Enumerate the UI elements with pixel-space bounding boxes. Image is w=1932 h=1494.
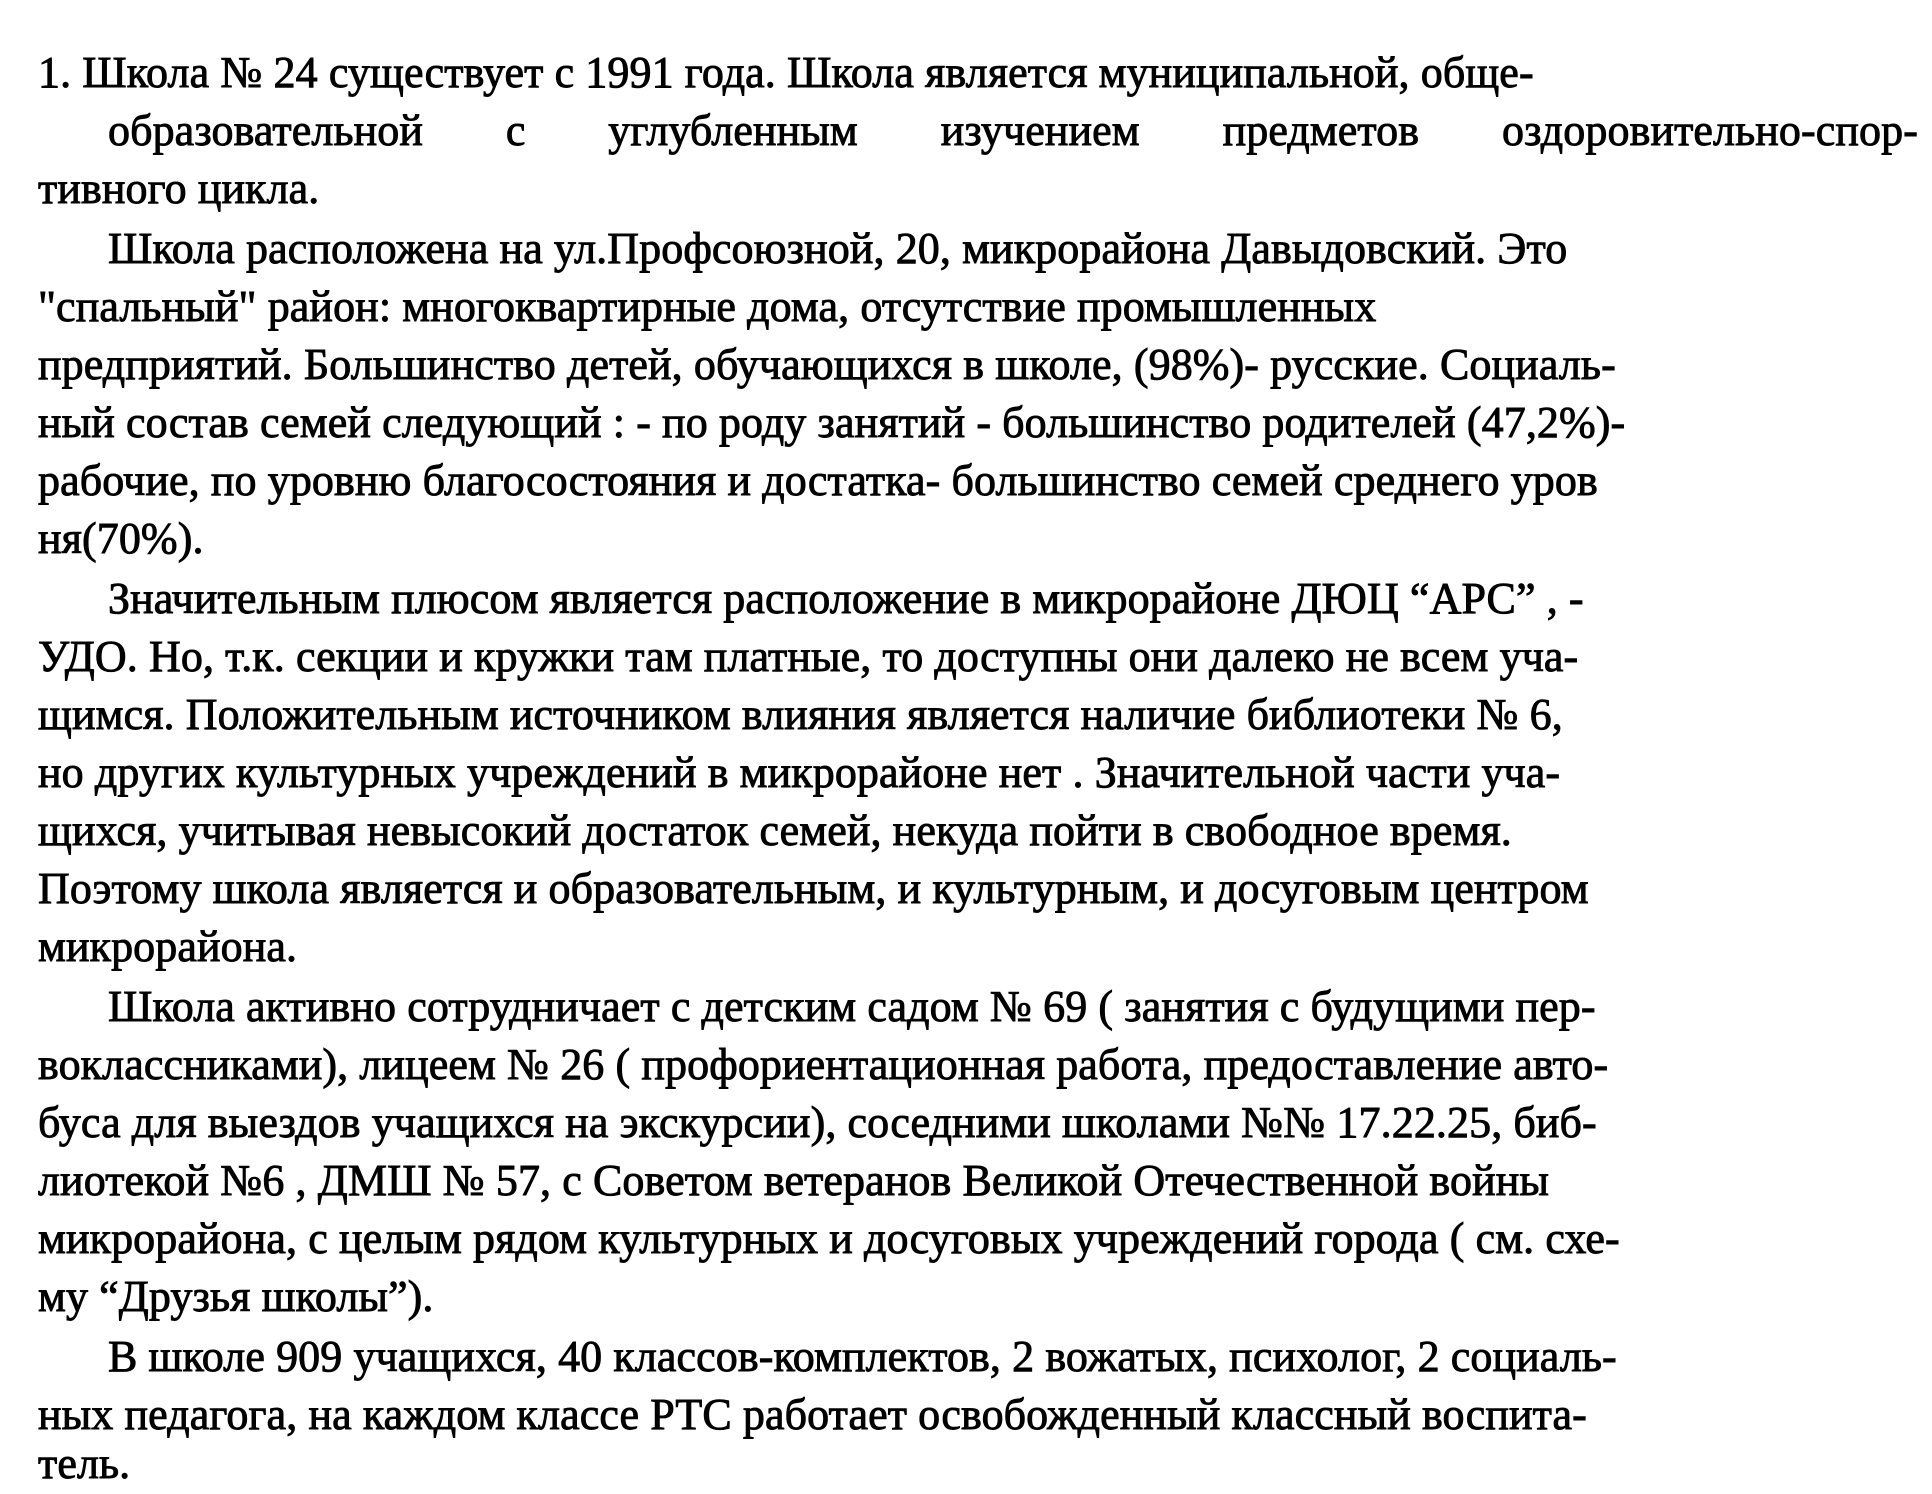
text-line-9: ня(70%). [38, 514, 204, 563]
text-line-19: буса для выездов учащихся на экскурсии), соседними школами №№ 17.22.25, биб- [38, 1098, 1597, 1147]
text-line-1: 1. Школа № 24 существует с 1991 года. Школа является муниципальной, обще- [38, 48, 1534, 97]
text-line-10: Значительным плюсом является расположение в микрорайоне ДЮЦ “АРС” , - [108, 574, 1584, 623]
text-line-22: му “Друзья школы”). [38, 1272, 434, 1321]
text-line-17: Школа активно сотрудничает с детским садом № 69 ( занятия с будущими пер- [108, 982, 1596, 1031]
text-line-3: тивного цикла. [38, 164, 320, 213]
text-line-20: лиотекой №6 , ДМШ № 57, с Советом ветеранов Великой Отечественной войны [38, 1156, 1550, 1205]
text-line-4: Школа расположена на ул.Профсоюзной, 20, микрорайона Давыдовский. Это [108, 224, 1568, 273]
text-line-13: но других культурных учреждений в микрорайоне нет . Значительной части уча- [38, 748, 1561, 797]
text-line-23: В школе 909 учащихся, 40 классов-комплектов, 2 вожатых, психолог, 2 социаль- [108, 1332, 1617, 1381]
text-line-18: воклассниками), лицеем № 26 ( профориентационная работа, предоставление авто- [38, 1040, 1609, 1089]
text-line-15: Поэтому школа является и образовательным, и культурным, и досуговым центром [38, 864, 1589, 913]
text-line-5: "спальный" район: многоквартирные дома, отсутствие промышленных [38, 282, 1377, 331]
text-line-21: микрорайона, с целым рядом культурных и досуговых учреждений города ( см. схе- [38, 1214, 1620, 1263]
text-line-2: образовательной с углубленным изучением предметов оздоровительно-спор- [108, 106, 1918, 155]
text-line-12: щимся. Положительным источником влияния является наличие библиотеки № 6, [38, 690, 1563, 739]
text-line-16: микрорайона. [38, 922, 298, 971]
text-line-11: УДО. Но, т.к. секции и кружки там платные, то доступны они далеко не всем уча- [38, 632, 1579, 681]
text-line-24: ных педагога, на каждом классе РТС работает освобожденный классный воспита- [38, 1390, 1587, 1439]
text-line-8: рабочие, по уровню благосостояния и достатка- большинство семей среднего уров [38, 456, 1598, 505]
text-line-6: предприятий. Большинство детей, обучающихся в школе, (98%)- русские. Социаль- [38, 340, 1616, 389]
text-line-14: щихся, учитывая невысокий достаток семей, некуда пойти в свободное время. [38, 806, 1512, 855]
text-line-7: ный состав семей следующий : - по роду занятий - большинство родителей (47,2%)- [38, 398, 1626, 447]
text-line-25: тель. [38, 1439, 131, 1488]
